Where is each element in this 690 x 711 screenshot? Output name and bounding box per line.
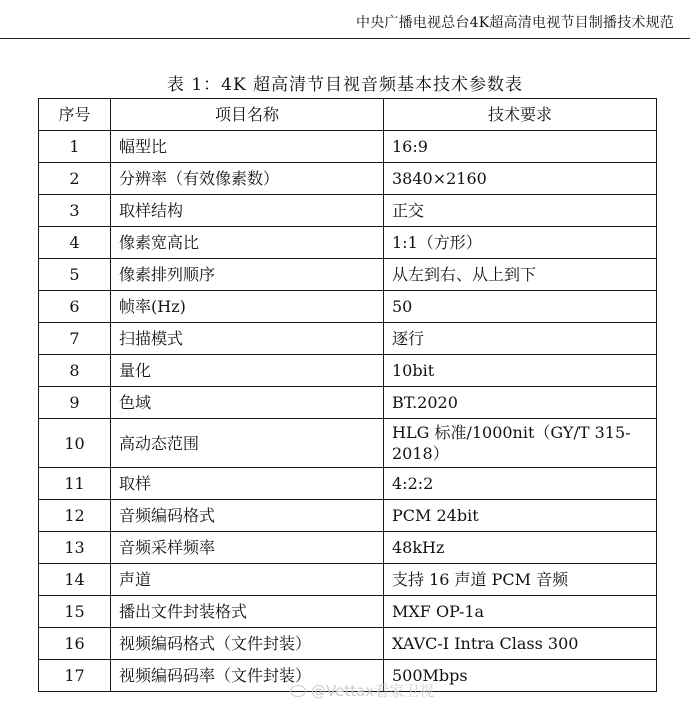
row-requirement: 10bit — [384, 355, 657, 387]
table-row — [39, 355, 657, 387]
row-requirement: 48kHz — [384, 532, 657, 564]
table-row — [39, 259, 657, 291]
row-requirement: 50 — [384, 291, 657, 323]
row-item-name: 音频编码格式 — [111, 500, 384, 532]
row-item-name: 视频编码格式（文件封装） — [111, 628, 384, 660]
column-header-requirement: 技术要求 — [384, 99, 657, 131]
row-number: 6 — [39, 291, 111, 323]
row-requirement: HLG 标准/1000nit（GY/T 315-2018） — [384, 419, 657, 468]
row-number: 15 — [39, 596, 111, 628]
table-row — [39, 195, 657, 227]
row-item-name: 扫描模式 — [111, 323, 384, 355]
row-number: 10 — [39, 419, 111, 468]
row-requirement: PCM 24bit — [384, 500, 657, 532]
table-row — [39, 291, 657, 323]
row-item-name: 视频编码码率（文件封装） — [111, 660, 384, 692]
row-number: 11 — [39, 468, 111, 500]
table-row — [39, 468, 657, 500]
table-row — [39, 387, 657, 419]
table-header-row — [39, 99, 657, 131]
row-number: 5 — [39, 259, 111, 291]
row-number: 14 — [39, 564, 111, 596]
row-item-name: 音频采样频率 — [111, 532, 384, 564]
column-header-no: 序号 — [39, 99, 111, 131]
row-item-name: 色域 — [111, 387, 384, 419]
row-number: 7 — [39, 323, 111, 355]
row-requirement: 3840×2160 — [384, 163, 657, 195]
table-row — [39, 532, 657, 564]
row-item-name: 量化 — [111, 355, 384, 387]
row-item-name: 取样结构 — [111, 195, 384, 227]
row-number: 2 — [39, 163, 111, 195]
row-requirement: 从左到右、从上到下 — [384, 259, 657, 291]
table-row — [39, 500, 657, 532]
row-requirement: XAVC-I Intra Class 300 — [384, 628, 657, 660]
row-item-name: 声道 — [111, 564, 384, 596]
row-item-name: 像素排列顺序 — [111, 259, 384, 291]
row-requirement: 16:9 — [384, 131, 657, 163]
row-requirement: MXF OP-1a — [384, 596, 657, 628]
row-item-name: 帧率(Hz) — [111, 291, 384, 323]
row-number: 17 — [39, 660, 111, 692]
row-requirement: 4:2:2 — [384, 468, 657, 500]
row-requirement: 500Mbps — [384, 660, 657, 692]
row-requirement: 正交 — [384, 195, 657, 227]
row-requirement: BT.2020 — [384, 387, 657, 419]
row-item-name: 分辨率（有效像素数） — [111, 163, 384, 195]
header-title: 中央广播电视总台4K超高清电视节目制播技术规范 — [356, 15, 674, 31]
row-item-name: 播出文件封装格式 — [111, 596, 384, 628]
row-number: 12 — [39, 500, 111, 532]
table-row — [39, 323, 657, 355]
row-requirement: 支持 16 声道 PCM 音频 — [384, 564, 657, 596]
table-row — [39, 163, 657, 195]
row-item-name: 幅型比 — [111, 131, 384, 163]
row-item-name: 像素宽高比 — [111, 227, 384, 259]
spec-table — [38, 98, 657, 692]
row-number: 4 — [39, 227, 111, 259]
weibo-icon — [290, 685, 306, 697]
table-row — [39, 227, 657, 259]
row-number: 16 — [39, 628, 111, 660]
row-number: 3 — [39, 195, 111, 227]
table-title: 表 1：4K 超高清节目视音频基本技术参数表 — [166, 75, 524, 95]
row-number: 13 — [39, 532, 111, 564]
watermark — [290, 680, 434, 701]
table-row — [39, 564, 657, 596]
row-item-name: 高动态范围 — [111, 419, 384, 468]
page-header — [0, 0, 690, 39]
watermark-text: @Vettax看家卫视 — [311, 682, 435, 700]
column-header-name: 项目名称 — [111, 99, 384, 131]
row-item-name: 取样 — [111, 468, 384, 500]
row-number: 1 — [39, 131, 111, 163]
row-number: 9 — [39, 387, 111, 419]
table-row — [39, 419, 657, 468]
row-number: 8 — [39, 355, 111, 387]
table-row — [39, 131, 657, 163]
row-requirement: 1:1（方形） — [384, 227, 657, 259]
table-row — [39, 596, 657, 628]
table-row — [39, 628, 657, 660]
row-requirement: 逐行 — [384, 323, 657, 355]
